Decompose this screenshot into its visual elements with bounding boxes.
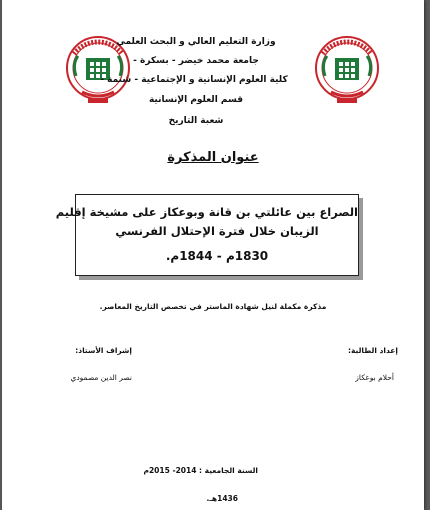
supervisor-label: إشراف الأستاذ:	[75, 346, 132, 355]
department-line: قسم العلوم الإنسانية	[148, 95, 244, 105]
thesis-title-years: 1830م - 1844م.	[165, 249, 269, 263]
thesis-title-line-2: الزيبان خلال فترة الإحتلال الفرنسي	[115, 224, 319, 238]
faculty-line: كلية العلوم الإنسانية و الإجتماعية - شتمة -	[100, 75, 288, 85]
academic-year: السنة الجامعية : 2014- 2015م	[143, 466, 258, 475]
supervisor-name: نصر الدين مصمودي	[70, 373, 132, 382]
thesis-title-line-1: الصراع بين عائلتي بن قانة وبوعكاز على مشيخة إقليم	[55, 205, 358, 219]
branch-line: شعبة التاريخ	[168, 116, 224, 126]
hijri-year: 1436هـ.	[206, 494, 238, 503]
document-page	[2, 0, 424, 510]
university-line: جامعة محمد خيضر - بسكرة -	[133, 56, 259, 66]
university-logo-icon	[313, 34, 381, 106]
ministry-line: وزارة التعليم العالي و البحث العلمي	[116, 37, 276, 47]
thesis-title-box	[55, 194, 359, 276]
thesis-title-label: عنوان المذكرة	[167, 150, 259, 165]
university-logo-right	[313, 34, 381, 106]
student-name: أحلام بوعكاز	[355, 373, 394, 382]
student-label: إعداد الطالبة:	[348, 346, 398, 355]
thesis-subtitle: مذكرة مكملة لنيل شهادة الماستر في تخصص التاريخ المعاصر.	[99, 302, 327, 311]
